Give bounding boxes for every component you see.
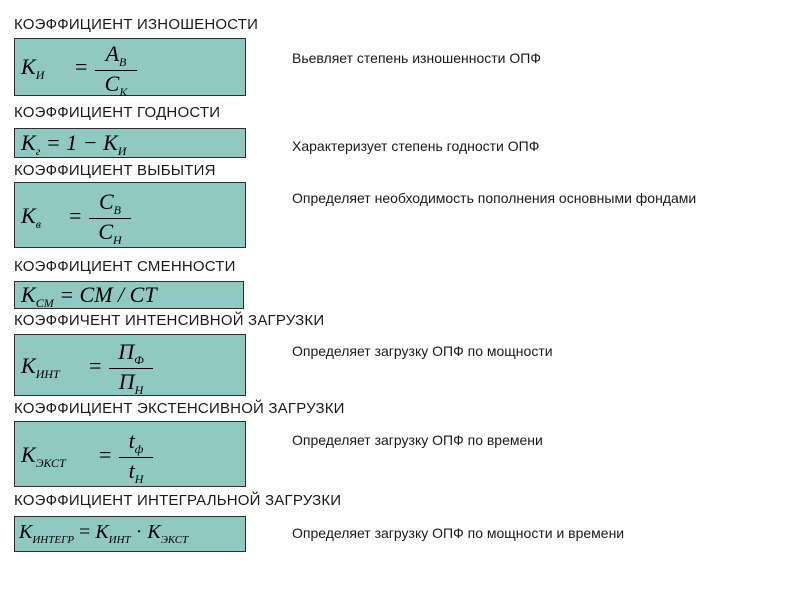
formula-equals: = xyxy=(75,54,88,79)
formula-expression: $K_{ИНТЕГР} = K_{ИНТ} \cdot K_{ЭКСТ}$ xyxy=(19,521,189,546)
heading-intensive-load-coefficient: КОЭФФИЧЕНТ ИНТЕНСИВНОЙ ЗАГРУЗКИ xyxy=(14,312,325,329)
heading-wear-coefficient: КОЭФФИЦИЕНТ ИЗНОШЕНОСТИ xyxy=(14,16,259,33)
description-retirement-coefficient: Определяет необходимость пополнения основными фондами xyxy=(292,190,697,206)
heading-shift-coefficient: КОЭФФИЦИЕНТ СМЕННОСТИ xyxy=(14,258,236,275)
formula-wear-coefficient xyxy=(14,38,246,99)
formula-fraction: $C_B$ $C_Н$ xyxy=(89,191,131,246)
formula-lhs: $K_{ИНТ}$ xyxy=(21,353,60,381)
description-intensive-load-coefficient: Определяет загрузку ОПФ по мощности xyxy=(292,343,553,359)
formula-fraction: $П_Ф$ $П_Н$ xyxy=(109,341,153,396)
formula-fitness-coefficient xyxy=(14,128,246,158)
description-integral-load-coefficient: Определяет загрузку ОПФ по мощности и времени xyxy=(292,525,625,541)
formula-expression: $K_{СМ}$ = CM / CT xyxy=(21,282,157,310)
heading-integral-load-coefficient: КОЭФФИЦИЕНТ ИНТЕГРАЛЬНОЙ ЗАГРУЗКИ xyxy=(14,492,342,509)
formula-intensive-load-coefficient xyxy=(14,334,246,396)
formula-equals: = xyxy=(99,442,112,467)
description-fitness-coefficient: Характеризует степень годности ОПФ xyxy=(292,138,540,154)
formula-fraction: $t_ф$ $t_Н$ xyxy=(119,430,153,485)
formula-fraction: $A_B$ $C_K$ xyxy=(95,43,137,98)
formula-lhs: $K_И$ xyxy=(21,54,45,82)
formula-equals: = xyxy=(89,353,102,378)
formula-extensive-load-coefficient xyxy=(14,421,246,487)
heading-extensive-load-coefficient: КОЭФФИЦИЕНТ ЭКСТЕНСИВНОЙ ЗАГРУЗКИ xyxy=(14,400,345,417)
formula-expression: $K_г = 1 - K_И$ xyxy=(21,130,127,158)
heading-fitness-coefficient: КОЭФФИЦИЕНТ ГОДНОСТИ xyxy=(14,104,221,121)
description-extensive-load-coefficient: Определяет загрузку ОПФ по времени xyxy=(292,432,543,448)
formula-shift-coefficient xyxy=(14,281,244,309)
description-wear-coefficient: Вьевляет степень изношенности ОПФ xyxy=(292,50,541,66)
formula-equals: = xyxy=(69,203,82,228)
heading-retirement-coefficient: КОЭФФИЦИЕНТ ВЫБЫТИЯ xyxy=(14,162,216,179)
formula-lhs: $K_в$ xyxy=(21,203,41,231)
formula-retirement-coefficient xyxy=(14,182,246,248)
formula-integral-load-coefficient xyxy=(14,516,246,552)
formula-lhs: $K_{ЭКСТ}$ xyxy=(21,442,66,470)
